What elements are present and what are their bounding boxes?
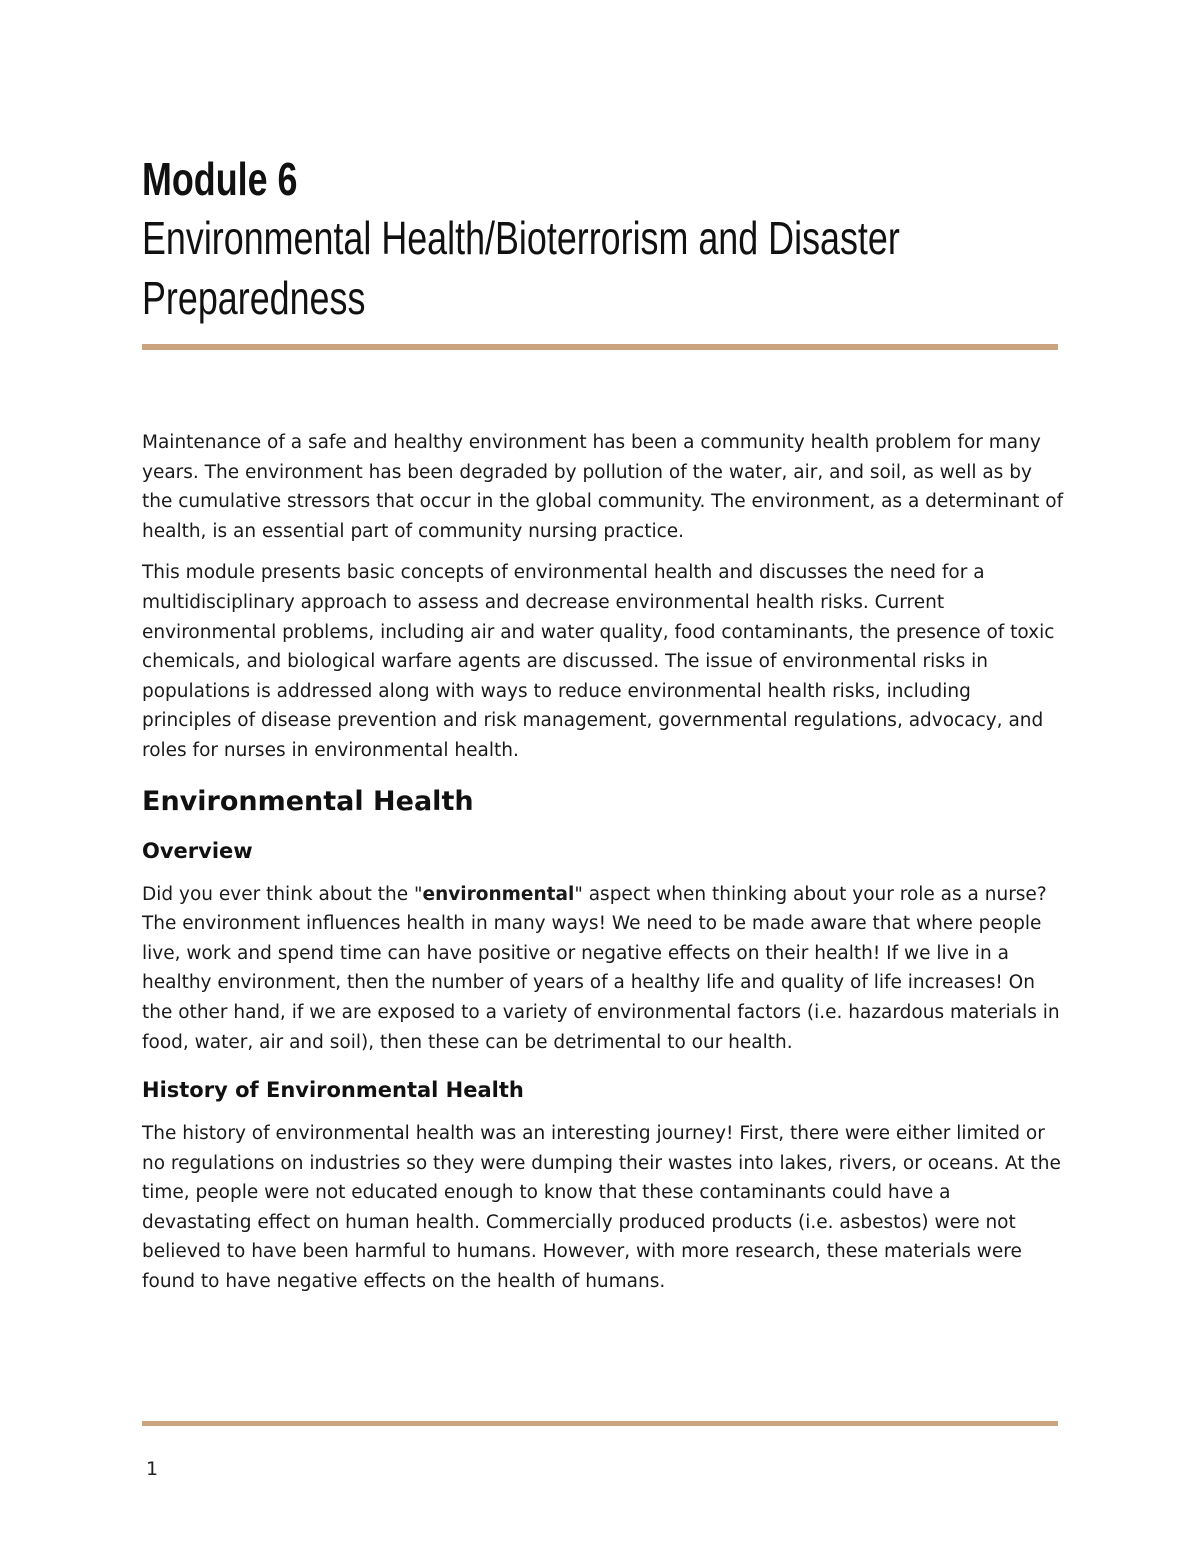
overview-emphasis: environmental bbox=[422, 883, 575, 905]
footer-divider bbox=[142, 1421, 1058, 1426]
overview-paragraph bbox=[142, 880, 1064, 1058]
section-heading: Environmental Health bbox=[142, 785, 474, 817]
page-number: 1 bbox=[146, 1458, 159, 1480]
history-heading: History of Environmental Health bbox=[142, 1078, 524, 1103]
intro-paragraph-2: This module presents basic concepts of environmental health and discusses the need for a multidisciplinary approach to assess and decrease environmental health risks. Current environmental problems, including air and water quality, food contaminants, the presence of toxic chemicals, and biological warfare agents are discussed. The issue of environmental risks in populations is addressed along with ways to reduce environmental health risks, including principles of disease prevention and risk management, governmental regulations, advocacy, and roles for nurses in environmental health. bbox=[142, 562, 1055, 761]
header-divider bbox=[142, 344, 1058, 350]
overview-text-before: Did you ever think about the " bbox=[142, 883, 423, 905]
history-paragraph: The history of environmental health was an interesting journey! First, there were either limited or no regulations on industries so they were dumping their wastes into lakes, rivers, or oceans. At the time, people were not educated enough to know that these contaminants could have a devastating effect on human health. Commercially produced products (i.e. asbestos) were not believed to have been harmful to humans. However, with more research, these materials were found to have negative effects on the health of humans. bbox=[142, 1123, 1061, 1293]
overview-heading: Overview bbox=[142, 838, 253, 863]
document-body bbox=[142, 428, 1064, 1309]
intro-paragraph-1: Maintenance of a safe and healthy environment has been a community health problem for many years. The environment has been degraded by pollution of the water, air, and soil, as well as by the cumulative stressors that occur in the global community. The environment, as a determinant of health, is an essential part of community nursing practice. bbox=[142, 432, 1064, 542]
overview-text-after: " aspect when thinking about your role as a nurse? The environment influences health in many ways! We need to be made aware that where people live, work and spend time can have positive or negative effects on their health! If we live in a healthy environment, then the number of years of a healthy life and quality of life increases! On the other hand, if we are exposed to a variety of environmental factors (i.e. hazardous materials in food, water, air and soil), then these can be detrimental to our health. bbox=[142, 883, 1060, 1053]
document-header bbox=[142, 150, 1062, 328]
module-title: Environmental Health/Bioterrorism and Disaster Preparedness bbox=[142, 212, 900, 324]
module-label: Module 6 bbox=[142, 153, 298, 205]
